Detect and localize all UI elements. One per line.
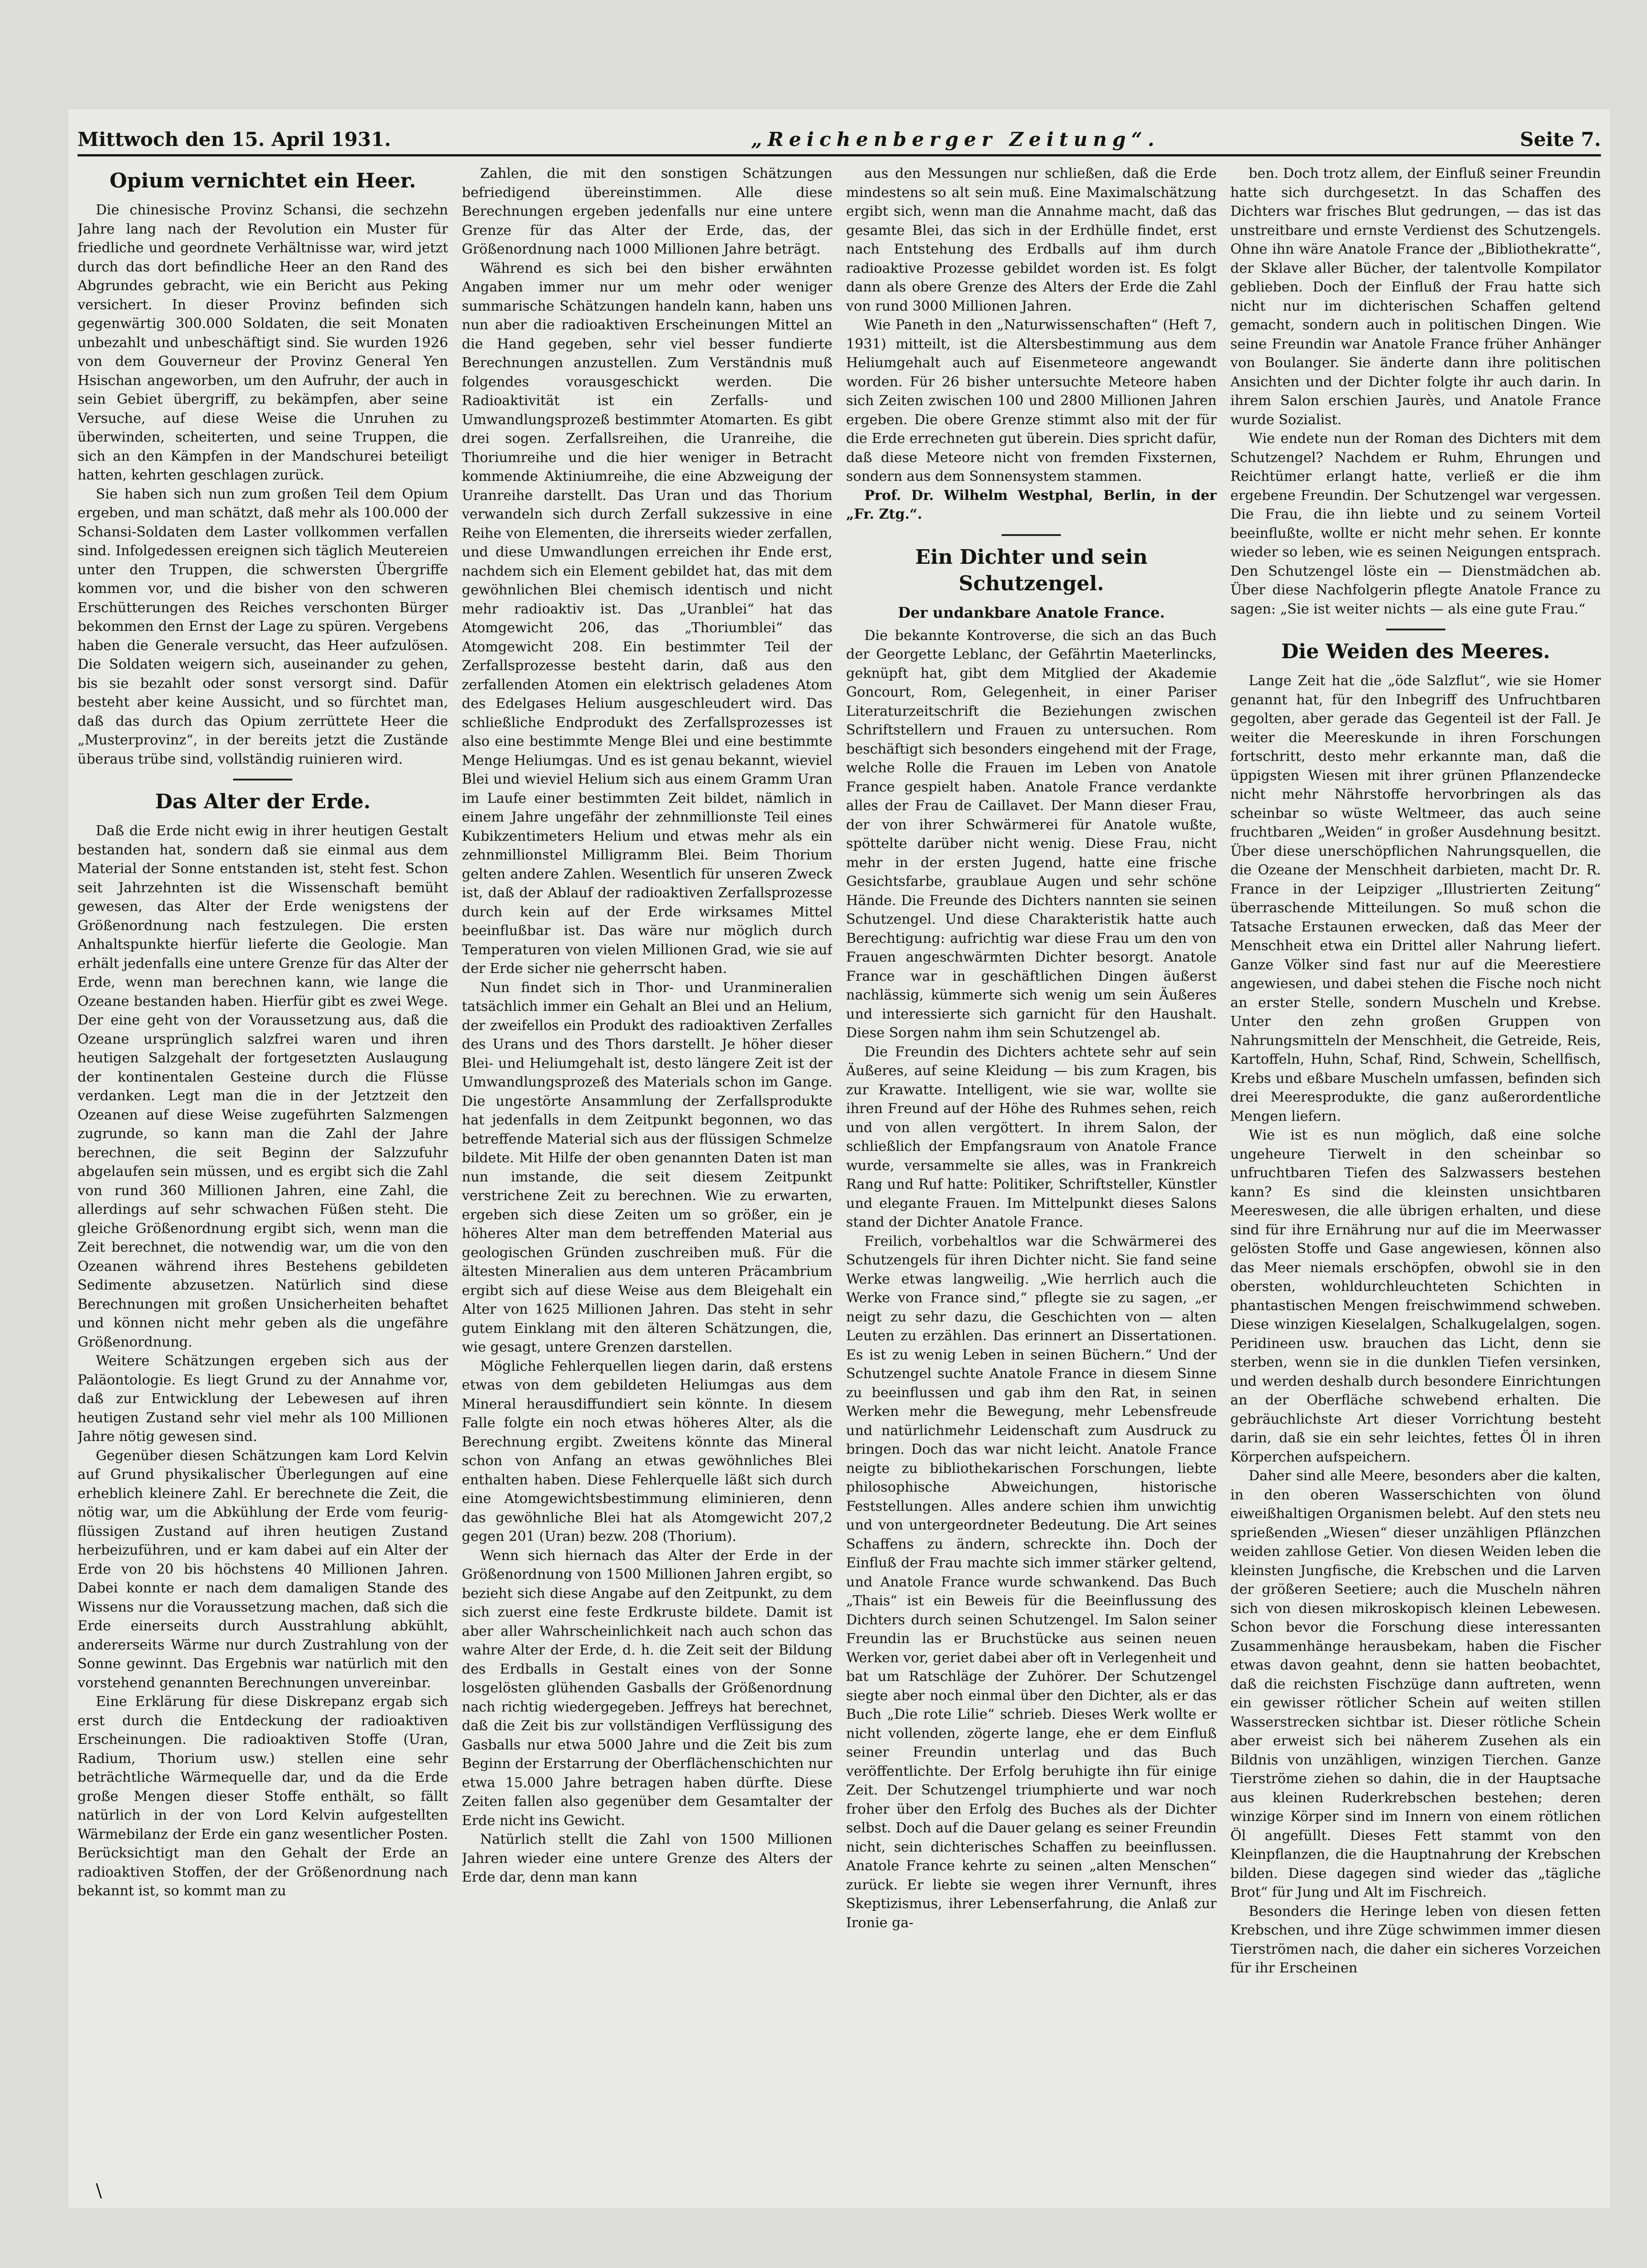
paragraph: Wenn sich hiernach das Alter der Erde in der Größenordnung von 1500 Millionen Jahren ergibt, so bezieht sich diese Angabe auf den Zeitpunkt, zu dem sich zuerst eine feste Erdkruste bildete. Damit ist aber aller Wahrscheinlichkeit nach auch schon das wahre Alter der Erde, d. h. die Zeit seit der Bildung des Erdballs in Gestalt eines von der Sonne losgelösten glühenden Gasballs der Größenordnung nach richtig wiedergegeben. Jeffreys hat berechnet, daß die Zeit bis zur vollständigen Verflüssigung des Gasballs nur etwa 5000 Jahre und die Zeit bis zum Beginn der Erstarrung der Oberflächenschichten nur etwa 15.000 Jahre betragen haben dürfte. Diese Zeiten fallen also gegenüber dem Gesamtalter der Erde nicht ins Gewicht. <box>462 1547 832 1829</box>
paragraph: Sie haben sich nun zum großen Teil dem Opium ergeben, und man schätzt, daß mehr als 100.000 der Schansi-Soldaten dem Laster vollkommen verfallen sind. Infolgedessen ereignen sich täglich Meutereien unter den Truppen, die schwersten Übergriffe kommen vor, und die bisher von den schweren Erschütterungen des Reiches verschonten Bürger bekommen den Ernst der Lage zu spüren. Vergebens haben die Generale versucht, das Heer aufzulösen. Die Soldaten weigern sich, auseinander zu gehen, bis sie bezahlt oder sonst versorgt sind. Dafür besteht aber keine Aussicht, und so fürchtet man, daß das durch das Opium zerrüttete Heer die „Musterprovinz“, in der bereits jetzt die Zustände überaus trübe sind, vollständig ruinieren wird. <box>78 486 448 767</box>
paragraph: Wie Paneth in den „Naturwissenschaften“ (Heft 7, 1931) mitteilt, ist die Altersbestimmung aus dem Heliumgehalt auch auf Eisenmeteore angewandt worden. Für 26 bisher untersuchte Meteore haben sich Zeiten zwischen 100 und 2800 Millionen Jahren ergeben. Die obere Grenze stimmt also mit der für die Erde errechneten gut überein. Dies spricht dafür, daß diese Meteore nicht von fremden Fixsternen, sondern aus dem Sonnensystem stammen. <box>846 317 1217 484</box>
article-title-dichter: Ein Dichter und sein Schutzengel. <box>915 545 1148 595</box>
article-separator <box>233 779 292 780</box>
article-subtitle: Der undankbare Anatole France. <box>898 603 1165 621</box>
margin-mark: \ <box>96 2180 102 2201</box>
paragraph: Daß die Erde nicht ewig in ihrer heutigen Gestalt bestanden hat, sondern daß sie einmal aus dem Material der Sonne entstanden ist, steht fest. Schon seit Jahrzehnten ist die Wissenschaft bemüht gewesen, das Alter der Erde wenigstens der Größenordnung nach festzulegen. Die ersten Anhaltspunkte hierfür lieferte die Geologie. Man erhält jedenfalls eine untere Grenze für das Alter der Erde, wenn man berechnen kann, wie lange die Ozeane bestanden haben. Hierfür gibt es zwei Wege. Der eine geht von der Voraussetzung aus, daß die Ozeane ursprünglich salzfrei waren und ihren heutigen Salzgehalt der fortgesetzten Auslaugung der kontinentalen Gesteine durch die Flüsse verdanken. Legt man die in der Jetztzeit den Ozeanen auf diese Weise zugeführten Salzmengen zugrunde, so kann man die Zahl der Jahre berechnen, die seit Beginn der Salzzufuhr abgelaufen sein müssen, und es ergibt sich die Zahl von rund 360 Millionen Jahren, eine Zahl, die allerdings auf sehr schwachen Füßen steht. Die gleiche Größenordnung ergibt sich, wenn man die Zeit berechnet, die notwendig war, um die von den Ozeanen während ihres Bestehens gebildeten Sedimente abzusetzen. Natürlich sind diese Berechnungen mit großen Unsicherheiten behaftet und können nicht mehr geben als die ungefähre Größenordnung. <box>78 823 448 1350</box>
paragraph: Die Freundin des Dichters achtete sehr auf sein Äußeres, auf seine Kleidung — bis zum Kragen, bis zur Krawatte. Intelligent, wie sie war, wollte sie ihren Freund auf der Höhe des Ruhmes sehen, reich und von allen vergöttert. In ihrem Salon, der schließlich der Empfangsraum von Anatole France wurde, versammelte sie alles, was in Frankreich Rang und Ruf hatte: Politiker, Schriftsteller, Künstler und elegante Frauen. Im Mittelpunkt dieses Salons stand der Dichter Anatole France. <box>846 1044 1217 1230</box>
article-separator <box>1002 534 1061 536</box>
paragraph: Daher sind alle Meere, besonders aber die kalten, in den oberen Wasserschichten von ölund eiweißhaltigen Organismen belebt. Auf den stets neu sprießenden „Wiesen“ dieser unzähligen Pflänzchen weiden zahllose Getier. Von diesen Weiden leben die kleinsten Jungfische, die Krebschen und die Larven der größeren Seetiere; auch die Muscheln nähren sich von diesen mikroskopisch kleinen Lebewesen. Schon bevor die Forschung diese interessanten Zusammenhänge herausbekam, haben die Fischer etwas davon geahnt, denn sie hatten beobachtet, daß die reichsten Fischzüge dann auftreten, wenn ein gewisser rötlicher Schein auf weiten stillen Wasserstrecken sichtbar ist. Dieser rötliche Schein aber erweist sich bei näherem Zusehen als ein Bildnis von unzähligen, winzigen Tierchen. Ganze Tierströme ziehen so dahin, die in der Hauptsache aus kleinen Ruderkrebschen bestehen; deren winzige Körper sind im Innern von einem rötlichen Öl angefüllt. Dieses Fett stammt von den Kleinpflanzen, die die Hauptnahrung der Krebschen bilden. Diese dagegen sind wieder das „tägliche Brot“ für Jung und Alt im Fischreich. <box>1230 1468 1601 1900</box>
paragraph: Gegenüber diesen Schätzungen kam Lord Kelvin auf Grund physikalischer Überlegungen auf eine erheblich kleinere Zahl. Er berechnete die Zeit, die nötig war, um die Abkühlung der Erde vom feurig-flüssigen Zustand auf ihren heutigen Zustand herbeizuführen, und er kam dabei auf ein Alter der Erde von 20 bis höchstens 40 Millionen Jahren. Dabei konnte er nach dem damaligen Stande des Wissens nur die Voraussetzung machen, daß sich die Erde einerseits durch Ausstrahlung abkühlt, andererseits Wärme nur durch Zustrahlung von der Sonne gewinnt. Das Ergebnis war natürlich mit den vorstehend genannten Berechnungen unvereinbar. <box>78 1447 448 1691</box>
paragraph: Lange Zeit hat die „öde Salzflut“, wie sie Homer genannt hat, für den Inbegriff des Unfruchtbaren gegolten, aber gerade das Gegenteil ist der Fall. Je weiter die Meereskunde in ihren Forschungen fortschritt, desto mehr erkannte man, daß die üppigsten Wiesen mit ihrer grünen Pflanzendecke nicht mehr Nährstoffe hervorbringen als das scheinbar so wüste Weltmeer, das auch seine fruchtbaren „Weiden“ in großer Ausdehnung besitzt. Über diese unerschöpflichen Nahrungsquellen, die die Ozeane der Menschheit darbieten, macht Dr. R. France in der Leipziger „Illustrierten Zeitung“ überraschende Mitteilungen. So muß schon die Tatsache Erstaunen erwecken, daß das Meer der Menschheit etwa ein Drittel aller Nahrung liefert. Ganze Völker sind fast nur auf die Meerestiere angewiesen, und dabei stehen die Fische noch nicht an erster Stelle, sondern Muscheln und Krebse. Unter den zehn großen Gruppen von Nahrungsmitteln der Menschheit, die Getreide, Reis, Kartoffeln, Huhn, Schaf, Rind, Schwein, Schellfisch, Krebs und eßbare Muscheln umfassen, befinden sich drei Meeresprodukte, die ganz außerordentliche Mengen liefern. <box>1230 673 1601 1124</box>
author-signature: Prof. Dr. Wilhelm Westphal, Berlin, in der „Fr. Ztg.“. <box>846 487 1217 522</box>
article-separator <box>1386 629 1445 630</box>
paragraph: Besonders die Heringe leben von diesen fetten Krebschen, und ihre Züge schwimmen immer diesen Tierströmen nach, die daher ein sicheres Vorzeichen für ihr Erscheinen <box>1230 1903 1601 1976</box>
paragraph: ben. Doch trotz allem, der Einfluß seiner Freundin hatte sich durchgesetzt. In das Schaffen des Dichters war frisches Blut gedrungen, — das ist das unstreitbare und ernste Verdienst des Schutzengels. Ohne ihn wäre Anatole France der „Bibliothekratte“, der Sklave aller Bücher, der talentvolle Kompilator geblieben. Doch der Einfluß der Frau hatte sich nicht nur im dichterischen Schaffen geltend gemacht, sondern auch in politischen Dingen. Wie seine Freundin war Anatole France früher Anhänger von Boulanger. Sie änderte dann ihre politischen Ansichten und der Dichter folgte ihr auch darin. In ihrem Salon erschien Jaurès, und Anatole France wurde Sozialist. <box>1230 166 1601 428</box>
paragraph: Mögliche Fehlerquellen liegen darin, daß erstens etwas von dem gebildeten Heliumgas aus dem Mineral herausdiffundiert sein könnte. In diesem Falle folgte ein noch etwas höheres Alter, als die Berechnung ergibt. Zweitens könnte das Mineral schon von Anfang an etwas gewöhnliches Blei enthalten haben. Diese Fehlerquelle läßt sich durch eine Atomgewichtsbestimmung eliminieren, denn das gewöhnliche Blei hat als Atomgewicht 207,2 gegen 201 (Uran) bezw. 208 (Thorium). <box>462 1358 832 1545</box>
article-title-alter-der-erde: Das Alter der Erde. <box>155 790 371 813</box>
column-1 <box>78 164 448 2194</box>
issue-date: Mittwoch den 15. April 1931. <box>78 128 391 151</box>
text-columns <box>78 164 1601 2194</box>
paragraph: Freilich, vorbehaltlos war die Schwärmerei des Schutzengels für ihren Dichter nicht. Sie fand seine Werke etwas langweilig. „Wie herrlich auch die Werke von France sind,“ pflegte sie zu sagen, „er neigt zu sehr dazu, die Geschichten von — alten Leuten zu erzählen. Das erinnert an Dissertationen. Es ist zu wenig Leben in seinen Büchern.“ Und der Schutzengel suchte Anatole France in diesem Sinne zu beeinflussen und gab ihm den Rat, in seinen Werken mehr die Bewegung, mehr Lebensfreude und natürlichmehr Leidenschaft zum Ausdruck zu bringen. Doch das war nicht leicht. Anatole France neigte zu bibliothekarischen Forschungen, liebte philosophische Abweichungen, historische Feststellungen. Alles andere schien ihm unwichtig und von untergeordneter Bedeutung. Die Art seines Schaffens zu ändern, schreckte ihn. Doch der Einfluß der Frau machte sich immer stärker geltend, und Anatole France wurde schwankend. Das Buch „Thais“ ist ein Beweis für die Beeinflussung des Dichters durch seinen Schutzengel. Im Salon seiner Freundin las er Bruchstücke aus seinen neuen Werken vor, geriet dabei aber oft in Verlegenheit und bat um Ratschläge der Zuhörer. Der Schutzengel siegte aber noch einmal über den Dichter, als er das Buch „Die rote Lilie“ schrieb. Dieses Werk wollte er nicht vollenden, zögerte lange, ehe er dem Einfluß seiner Freundin unterlag und das Buch veröffentlichte. Der Erfolg beruhigte ihn für einige Zeit. Der Schutzengel triumphierte und war noch froher über den Erfolg des Buches als der Dichter selbst. Doch auf die Dauer gelang es seiner Freundin nicht, sein dichterisches Schaffen zu beeinflussen. Anatole France kehrte zu seinen „alten Menschen“ zurück. Er liebte sie wegen ihrer Vernunft, ihres Skeptizismus, ihrer Lebenserfahrung, die Anlaß zur Ironie ga- <box>846 1233 1217 1931</box>
article-title-opium: Opium vernichtet ein Heer. <box>109 169 416 192</box>
paragraph: Eine Erklärung für diese Diskrepanz ergab sich erst durch die Entdeckung der radioaktiven Erscheinungen. Die radioaktiven Stoffe (Uran, Radium, Thorium usw.) stellen eine sehr beträchtliche Wärmequelle dar, und da die Erde große Mengen dieser Stoffe enthält, so fällt natürlich in der von Lord Kelvin aufgestellten Wärmebilanz der Erde ein ganz wesentlicher Posten. Berücksichtigt man den Gehalt der Erde an radioaktiven Stoffen, der der Größenordnung nach bekannt ist, so kommt man zu <box>78 1694 448 1899</box>
paragraph: Die bekannte Kontroverse, die sich an das Buch der Georgette Leblanc, der Gefährtin Maeterlincks, geknüpft hat, gibt dem Mitglied der Akademie Goncourt, Rom, Gelegenheit, in einer Pariser Literaturzeitschrift die Beziehungen zwischen Schriftstellern und Frauen zu untersuchen. Rom beschäftigt sich besonders eingehend mit der Frage, welche Rolle die Frauen im Leben von Anatole France gespielt haben. Anatole France verdankte alles der Frau de Caillavet. Der Mann dieser Frau, der von ihrer Schwärmerei für Anatole wußte, spöttelte darüber nicht wenig. Diese Frau, nicht mehr in der ersten Jugend, hatte eine frische Gesichtsfarbe, graublaue Augen und sehr schöne Hände. Die Freunde des Dichters nannten sie seinen Schutzengel. Und diese Charakteristik hatte auch Berechtigung: aufrichtig war diese Frau um den von Frauen angeschwärmten Dichter besorgt. Anatole France war in geschäftlichen Dingen äußerst nachlässig, kümmerte sich wenig um sein Äußeres und interessierte sich garnicht für den Haushalt. Diese Sorgen nahm ihm sein Schutzengel ab. <box>846 627 1217 1041</box>
newspaper-page <box>68 109 1610 2208</box>
paragraph: Natürlich stellt die Zahl von 1500 Millionen Jahren wieder eine untere Grenze des Alters der Erde dar, denn man kann <box>462 1831 832 1885</box>
paragraph: Während es sich bei den bisher erwähnten Angaben immer nur um mehr oder weniger summarische Schätzungen handeln kann, haben uns nun aber die radioaktiven Erscheinungen Mittel an die Hand gegeben, sehr viel besser fundierte Berechnungen anzustellen. Zum Verständnis muß folgendes vorausgeschickt werden. Die Radioaktivität ist ein Zerfalls- und Umwandlungsprozeß bestimmter Atomarten. Es gibt drei sogen. Zerfallsreihen, die Uranreihe, die Thoriumreihe und die hier weniger in Betracht kommende Aktiniumreihe, die eine Abzweigung der Uranreihe darstellt. Das Uran und das Thorium verwandeln sich durch Zerfall sukzessive in eine Reihe von Elementen, die ihrerseits wieder zerfallen, und diese Umwandlungen erreichen ihr Ende erst, nachdem sich ein Element gebildet hat, das mit dem gewöhnlichen Blei chemisch identisch und nicht mehr radioaktiv ist. Das „Uranblei“ hat das Atomgewicht 206, das „Thoriumblei“ das Atomgewicht 208. Ein bestimmter Teil der Zerfallsprozesse besteht darin, daß aus den zerfallenden Atomen ein elektrisch geladenes Atom des Edelgases Helium ausgeschleudert wird. Das schließliche Endprodukt des Zerfallsprozesses ist also eine bestimmte Menge Blei und eine bestimmte Menge Heliumgas. Und es ist genau bekannt, wieviel Blei und wieviel Helium sich aus einem Gramm Uran im Laufe einer bestimmten Zeit bildet, nämlich in einem Jahre ungefähr der zehnmillionste Teil eines Kubikzentimeters Helium und etwas mehr als ein zehnmillionstel Milligramm Blei. Beim Thorium gelten andere Zahlen. Wesentlich für unseren Zweck ist, daß der Ablauf der radioaktiven Zerfallsprozesse durch kein auf der Erde wirksames Mittel beeinflußbar ist. Das wäre nur möglich durch Temperaturen von vielen Millionen Grad, wie sie auf der Erde sicher nie geherrscht haben. <box>462 260 832 977</box>
column-4 <box>1231 164 1601 2194</box>
page-number: Seite 7. <box>1520 128 1601 151</box>
paragraph: Wie endete nun der Roman des Dichters mit dem Schutzengel? Nachdem er Ruhm, Ehrungen und Reichtümer erlangt hatte, verließ er die ihm ergebene Freundin. Der Schutzengel war vergessen. Die Frau, die ihn liebte und zu seinem Vorteil beeinflußte, wollte er nicht mehr sehen. Er konnte wieder so leben, wie es seinen Neigungen entsprach. Den Schutzengel löste ein — Dienstmädchen ab. Über diese Nachfolgerin pflegte Anatole France zu sagen: „Sie ist weiter nichts — als eine gute Frau.“ <box>1230 431 1601 617</box>
page-header <box>78 119 1601 156</box>
column-3 <box>846 164 1217 2194</box>
paragraph: Zahlen, die mit den sonstigen Schätzungen befriedigend übereinstimmen. Alle diese Berechnungen ergeben jedenfalls nur eine untere Grenze für das Alter der Erde, das, der Größenordnung nach 1000 Millionen Jahre beträgt. <box>462 166 832 257</box>
newspaper-title: „Reichenberger Zeitung“. <box>751 128 1160 151</box>
article-title-weiden-des-meeres: Die Weiden des Meeres. <box>1281 640 1550 663</box>
column-2 <box>462 164 833 2194</box>
paragraph: Die chinesische Provinz Schansi, die sechzehn Jahre lang nach der Revolution ein Muster für friedliche und geordnete Verhältnisse war, wird jetzt durch das dort befindliche Heer an den Rand des Abgrundes gebracht, wie ein Bericht aus Peking versichert. In dieser Provinz befinden sich gegenwärtig 300.000 Soldaten, die seit Monaten unbezahlt und unbeschäftigt sind. Sie wurden 1926 von dem Gouverneur der Provinz General Yen Hsischan angeworben, um den Aufruhr, der auch in sein Gebiet übergriff, zu bekämpfen, aber seine Versuche, auf diese Weise die Unruhen zu überwinden, scheiterten, und seine Truppen, die sich an den Kämpfen in der Mandschurei beteiligt hatten, kehrten geschlagen zurück. <box>78 202 448 483</box>
paragraph: aus den Messungen nur schließen, daß die Erde mindestens so alt sein muß. Eine Maximalschätzung ergibt sich, wenn man die Annahme macht, daß das gesamte Blei, das sich in der Erdhülle findet, erst nach Entstehung des Erdballs auf ihm durch radioaktive Prozesse gebildet worden ist. Es folgt dann als obere Grenze des Alters der Erde die Zahl von rund 3000 Millionen Jahren. <box>846 166 1217 314</box>
paragraph: Weitere Schätzungen ergeben sich aus der Paläontologie. Es liegt Grund zu der Annahme vor, daß zur Entwicklung der Lebewesen auf ihren heutigen Zustand sehr viel mehr als 100 Millionen Jahre nötig gewesen sind. <box>78 1353 448 1445</box>
paragraph: Nun findet sich in Thor- und Uranmineralien tatsächlich immer ein Gehalt an Blei und an Helium, der zweifellos ein Produkt des radioaktiven Zerfalles des Urans und des Thors darstellt. Je höher dieser Blei- und Heliumgehalt ist, desto längere Zeit ist der Umwandlungsprozeß des Materials schon im Gange. Die ungestörte Ansammlung der Zerfallsprodukte hat jedenfalls in dem Zeitpunkt begonnen, wo das betreffende Material sich aus der flüssigen Schmelze bildete. Mit Hilfe der oben genannten Daten ist man nun imstande, die seit diesem Zeitpunkt verstrichene Zeit zu berechnen. Wie zu erwarten, ergeben sich diese Zeiten um so größer, ein je höheres Alter man dem betreffenden Material aus geologischen Gründen zuschreiben muß. Für die ältesten Mineralien aus dem unteren Präcambrium ergibt sich auf diese Weise aus dem Bleigehalt ein Alter von 1625 Millionen Jahren. Das steht in sehr gutem Einklang mit den älteren Schätzungen, die, wie gesagt, untere Grenzen darstellen. <box>462 979 832 1355</box>
paragraph: Wie ist es nun möglich, daß eine solche ungeheure Tierwelt in den scheinbar so unfruchtbaren Tiefen des Salzwassers bestehen kann? Es sind die kleinsten unsichtbaren Meereswesen, die alle übrigen erhalten, und diese sind für ihre Ernährung nur auf die im Meerwasser gelösten Stoffe und Gase angewiesen, können also das Meer niemals erschöpfen, obwohl sie in den obersten, wohldurchleuchteten Schichten in phantastischen Mengen freischwimmend schweben. Diese winzigen Kieselalgen, Schalkugelalgen, sogen. Peridineen usw. brauchen das Licht, denn sie sterben, wenn sie in die dunklen Tiefen versinken, und werden deshalb durch besondere Einrichtungen an der Oberfläche schwebend erhalten. Die gebräuchlichste Art dieser Vorrichtung besteht darin, daß sie ein sehr leichtes, fettes Öl in ihren Körperchen aufspeichern. <box>1230 1127 1601 1465</box>
